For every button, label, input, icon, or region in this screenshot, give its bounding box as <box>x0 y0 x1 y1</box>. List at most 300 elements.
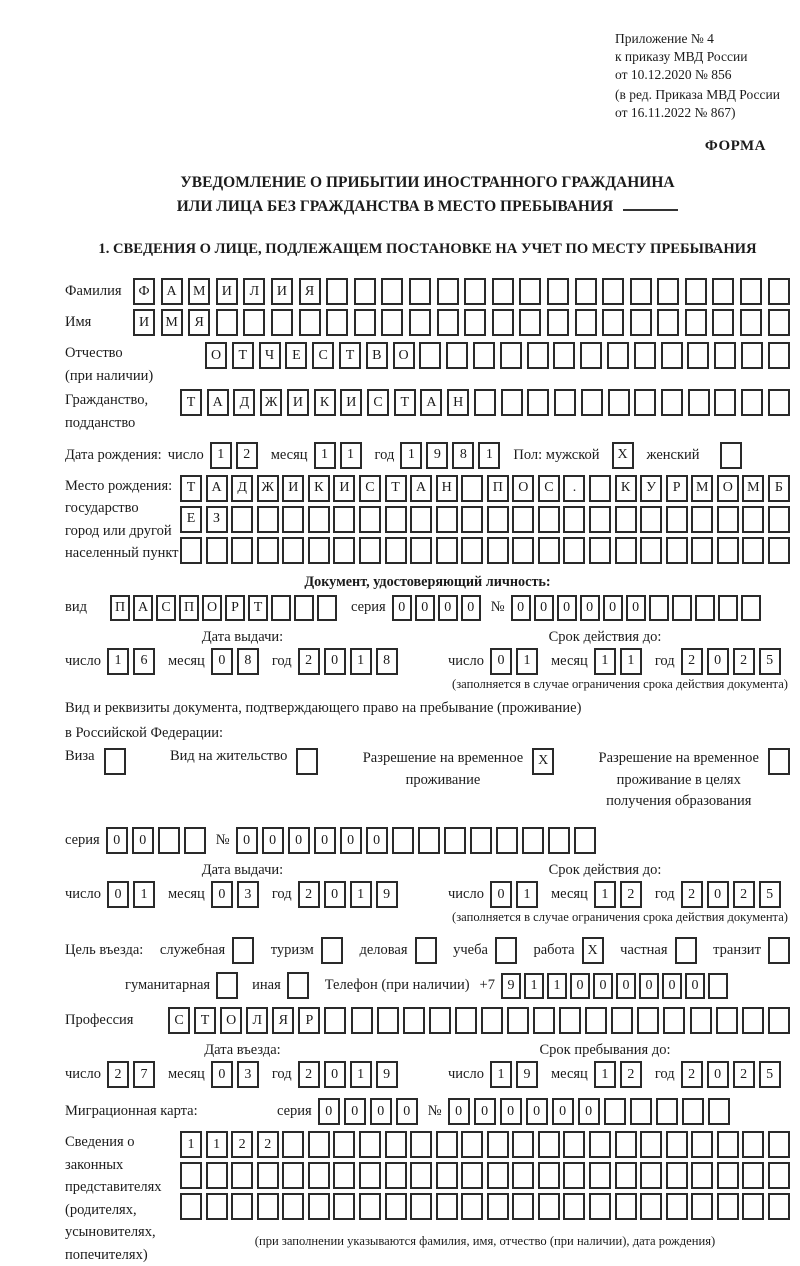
cell[interactable]: 1 <box>516 881 538 908</box>
cell[interactable] <box>381 278 403 305</box>
cell[interactable]: З <box>206 506 228 533</box>
cell[interactable] <box>271 309 293 336</box>
residence-valid-month-cells[interactable] <box>594 881 642 908</box>
cell[interactable] <box>768 1007 790 1034</box>
cell[interactable] <box>768 1131 790 1158</box>
gender-female-checkbox[interactable] <box>720 442 742 469</box>
cell[interactable] <box>385 1131 407 1158</box>
cell[interactable] <box>496 827 518 854</box>
cell[interactable] <box>657 309 679 336</box>
cell[interactable] <box>507 1007 529 1034</box>
cell[interactable]: 1 <box>350 1061 372 1088</box>
cell[interactable] <box>326 278 348 305</box>
cell[interactable] <box>333 1131 355 1158</box>
cell[interactable]: 1 <box>594 1061 616 1088</box>
cell[interactable]: О <box>512 475 534 502</box>
cell[interactable] <box>461 1162 483 1189</box>
cell[interactable] <box>385 506 407 533</box>
issue-day-cells[interactable] <box>107 648 155 675</box>
issue-year-cells[interactable] <box>298 648 398 675</box>
cell[interactable] <box>538 537 560 564</box>
cell[interactable]: 0 <box>438 595 458 621</box>
cell[interactable] <box>409 309 431 336</box>
cell[interactable]: М <box>161 309 183 336</box>
cell[interactable] <box>768 506 790 533</box>
cell[interactable] <box>695 595 715 621</box>
cell[interactable] <box>333 1162 355 1189</box>
cell[interactable] <box>282 1131 304 1158</box>
cell[interactable] <box>495 937 517 964</box>
cell[interactable]: Ф <box>133 278 155 305</box>
cell[interactable] <box>333 537 355 564</box>
cell[interactable]: И <box>133 309 155 336</box>
cell[interactable] <box>559 1007 581 1034</box>
cell[interactable] <box>768 309 790 336</box>
cell[interactable]: 0 <box>580 595 600 621</box>
cell[interactable] <box>385 537 407 564</box>
cell[interactable]: К <box>314 389 336 416</box>
cell[interactable] <box>691 1131 713 1158</box>
cell[interactable] <box>691 1162 713 1189</box>
cell[interactable] <box>403 1007 425 1034</box>
cell[interactable]: 0 <box>366 827 388 854</box>
cell[interactable]: А <box>410 475 432 502</box>
cell[interactable] <box>717 506 739 533</box>
cell[interactable]: 0 <box>593 973 613 999</box>
cell[interactable] <box>512 1162 534 1189</box>
purpose-other-checkbox[interactable] <box>287 972 309 999</box>
cell[interactable] <box>206 1162 228 1189</box>
cell[interactable] <box>640 537 662 564</box>
cell[interactable] <box>206 537 228 564</box>
cell[interactable] <box>685 309 707 336</box>
cell[interactable]: 0 <box>107 881 129 908</box>
cell[interactable] <box>768 389 790 416</box>
cell[interactable]: М <box>691 475 713 502</box>
cell[interactable]: Л <box>246 1007 268 1034</box>
cell[interactable]: И <box>271 278 293 305</box>
stay-year-cells[interactable] <box>681 1061 781 1088</box>
cell[interactable] <box>630 278 652 305</box>
cell[interactable]: 0 <box>211 881 233 908</box>
cell[interactable] <box>714 342 736 369</box>
cell[interactable]: X <box>582 937 604 964</box>
cell[interactable]: 2 <box>733 881 755 908</box>
cell[interactable] <box>602 278 624 305</box>
cell[interactable]: 0 <box>314 827 336 854</box>
cell[interactable]: С <box>168 1007 190 1034</box>
cell[interactable]: 2 <box>733 1061 755 1088</box>
cell[interactable] <box>716 1007 738 1034</box>
cell[interactable] <box>657 278 679 305</box>
cell[interactable]: 0 <box>707 881 729 908</box>
cell[interactable]: 0 <box>324 1061 346 1088</box>
cell[interactable] <box>216 309 238 336</box>
cell[interactable] <box>608 389 630 416</box>
gender-male-checkbox[interactable] <box>612 442 634 469</box>
cell[interactable]: Т <box>394 389 416 416</box>
cell[interactable]: 2 <box>681 881 703 908</box>
cell[interactable] <box>455 1007 477 1034</box>
cell[interactable] <box>547 278 569 305</box>
entry-day-cells[interactable] <box>107 1061 155 1088</box>
cell[interactable]: 8 <box>452 442 474 469</box>
cell[interactable]: И <box>216 278 238 305</box>
cell[interactable]: М <box>742 475 764 502</box>
cell[interactable]: 1 <box>180 1131 202 1158</box>
cell[interactable] <box>470 827 492 854</box>
cell[interactable] <box>708 1098 730 1125</box>
cell[interactable]: 8 <box>376 648 398 675</box>
cell[interactable] <box>351 1007 373 1034</box>
cell[interactable] <box>308 506 330 533</box>
cell[interactable] <box>666 1131 688 1158</box>
cell[interactable]: Д <box>231 475 253 502</box>
cell[interactable]: 8 <box>237 648 259 675</box>
cell[interactable]: 2 <box>107 1061 129 1088</box>
cell[interactable]: М <box>188 278 210 305</box>
cell[interactable] <box>548 827 570 854</box>
cell[interactable]: Т <box>194 1007 216 1034</box>
cell[interactable] <box>392 827 414 854</box>
cell[interactable]: С <box>367 389 389 416</box>
cell[interactable] <box>742 1131 764 1158</box>
cell[interactable] <box>688 389 710 416</box>
cell[interactable] <box>615 1162 637 1189</box>
cell[interactable] <box>481 1007 503 1034</box>
cell[interactable] <box>487 1193 509 1220</box>
cell[interactable] <box>768 278 790 305</box>
cell[interactable] <box>522 827 544 854</box>
cell[interactable] <box>712 278 734 305</box>
cell[interactable] <box>563 506 585 533</box>
cell[interactable] <box>656 1098 678 1125</box>
surname-cells[interactable] <box>133 278 790 305</box>
cell[interactable] <box>717 1162 739 1189</box>
cell[interactable]: 2 <box>298 1061 320 1088</box>
cell[interactable]: 0 <box>707 648 729 675</box>
cell[interactable]: 0 <box>685 973 705 999</box>
cell[interactable] <box>158 827 180 854</box>
cell[interactable] <box>429 1007 451 1034</box>
cell[interactable]: 0 <box>490 648 512 675</box>
cell[interactable]: 0 <box>616 973 636 999</box>
cell[interactable]: 0 <box>344 1098 366 1125</box>
cell[interactable] <box>333 1193 355 1220</box>
doc-number-cells[interactable] <box>511 595 761 621</box>
cell[interactable] <box>768 1193 790 1220</box>
cell[interactable] <box>649 595 669 621</box>
cell[interactable]: Д <box>233 389 255 416</box>
cell[interactable] <box>500 342 522 369</box>
cell[interactable]: 2 <box>620 881 642 908</box>
cell[interactable]: П <box>487 475 509 502</box>
cell[interactable] <box>464 278 486 305</box>
cell[interactable]: 9 <box>376 881 398 908</box>
cell[interactable] <box>717 1193 739 1220</box>
cell[interactable] <box>574 827 596 854</box>
cell[interactable] <box>589 1131 611 1158</box>
cell[interactable]: Н <box>436 475 458 502</box>
cell[interactable] <box>666 506 688 533</box>
cell[interactable] <box>359 506 381 533</box>
cell[interactable] <box>717 1131 739 1158</box>
cell[interactable] <box>690 1007 712 1034</box>
cell[interactable] <box>232 937 254 964</box>
cell[interactable] <box>282 1193 304 1220</box>
cell[interactable]: 0 <box>324 881 346 908</box>
cell[interactable] <box>575 309 597 336</box>
cell[interactable] <box>580 342 602 369</box>
cell[interactable]: Р <box>225 595 245 621</box>
cell[interactable] <box>640 1131 662 1158</box>
cell[interactable]: 0 <box>448 1098 470 1125</box>
cell[interactable]: 1 <box>547 973 567 999</box>
cell[interactable] <box>321 937 343 964</box>
cell[interactable]: 0 <box>415 595 435 621</box>
cell[interactable]: 9 <box>426 442 448 469</box>
cell[interactable] <box>666 1162 688 1189</box>
cell[interactable] <box>257 506 279 533</box>
cell[interactable] <box>740 309 762 336</box>
cell[interactable] <box>553 342 575 369</box>
cell[interactable] <box>243 309 265 336</box>
cell[interactable] <box>436 1162 458 1189</box>
cell[interactable] <box>589 537 611 564</box>
cell[interactable]: 1 <box>314 442 336 469</box>
cell[interactable]: 1 <box>107 648 129 675</box>
cell[interactable]: Р <box>298 1007 320 1034</box>
cell[interactable] <box>487 537 509 564</box>
cell[interactable]: Т <box>180 389 202 416</box>
cell[interactable] <box>410 1131 432 1158</box>
given-name-cells[interactable] <box>133 309 790 336</box>
cell[interactable] <box>666 1193 688 1220</box>
cell[interactable] <box>492 278 514 305</box>
cell[interactable] <box>607 342 629 369</box>
cell[interactable] <box>768 1162 790 1189</box>
cell[interactable]: 2 <box>733 648 755 675</box>
cell[interactable]: 0 <box>662 973 682 999</box>
cell[interactable]: Т <box>339 342 361 369</box>
residence-number-cells[interactable] <box>236 827 596 854</box>
cell[interactable]: X <box>612 442 634 469</box>
cell[interactable]: С <box>538 475 560 502</box>
cell[interactable] <box>720 442 742 469</box>
cell[interactable] <box>446 342 468 369</box>
cell[interactable]: 6 <box>133 648 155 675</box>
representatives-cells-1[interactable] <box>180 1131 790 1158</box>
cell[interactable] <box>527 389 549 416</box>
cell[interactable] <box>282 537 304 564</box>
cell[interactable]: И <box>287 389 309 416</box>
cell[interactable] <box>282 1162 304 1189</box>
cell[interactable] <box>308 1131 330 1158</box>
cell[interactable] <box>512 1193 534 1220</box>
cell[interactable] <box>589 506 611 533</box>
cell[interactable] <box>554 389 576 416</box>
cell[interactable]: А <box>206 475 228 502</box>
cell[interactable] <box>538 506 560 533</box>
cell[interactable]: 0 <box>288 827 310 854</box>
cell[interactable] <box>742 1162 764 1189</box>
cell[interactable]: Н <box>447 389 469 416</box>
cell[interactable] <box>308 537 330 564</box>
cell[interactable]: 2 <box>681 1061 703 1088</box>
cell[interactable] <box>410 537 432 564</box>
cell[interactable] <box>381 309 403 336</box>
cell[interactable]: Е <box>285 342 307 369</box>
cell[interactable]: 0 <box>324 648 346 675</box>
valid-year-cells[interactable] <box>681 648 781 675</box>
cell[interactable] <box>563 1131 585 1158</box>
cell[interactable] <box>308 1193 330 1220</box>
cell[interactable]: . <box>563 475 585 502</box>
cell[interactable] <box>461 1193 483 1220</box>
cell[interactable]: П <box>179 595 199 621</box>
cell[interactable] <box>538 1193 560 1220</box>
cell[interactable]: Я <box>272 1007 294 1034</box>
cell[interactable]: А <box>420 389 442 416</box>
cell[interactable] <box>410 1162 432 1189</box>
cell[interactable]: Б <box>768 475 790 502</box>
cell[interactable]: 2 <box>298 648 320 675</box>
cell[interactable] <box>661 389 683 416</box>
cell[interactable] <box>585 1007 607 1034</box>
residence-issue-month-cells[interactable] <box>211 881 259 908</box>
citizenship-cells[interactable] <box>180 389 790 416</box>
purpose-humanitarian-checkbox[interactable] <box>216 972 238 999</box>
cell[interactable]: 1 <box>524 973 544 999</box>
cell[interactable] <box>742 1193 764 1220</box>
cell[interactable]: 9 <box>516 1061 538 1088</box>
cell[interactable]: 5 <box>759 648 781 675</box>
cell[interactable] <box>231 537 253 564</box>
cell[interactable]: 0 <box>707 1061 729 1088</box>
cell[interactable] <box>436 506 458 533</box>
cell[interactable]: 1 <box>620 648 642 675</box>
cell[interactable] <box>634 389 656 416</box>
cell[interactable] <box>741 389 763 416</box>
cell[interactable] <box>691 537 713 564</box>
cell[interactable]: О <box>202 595 222 621</box>
cell[interactable] <box>231 506 253 533</box>
patronymic-cells[interactable] <box>205 342 790 369</box>
cell[interactable]: 0 <box>262 827 284 854</box>
cell[interactable]: П <box>110 595 130 621</box>
cell[interactable]: 1 <box>350 648 372 675</box>
temp-residence-education-checkbox[interactable] <box>768 748 790 775</box>
cell[interactable]: 7 <box>133 1061 155 1088</box>
cell[interactable]: Ч <box>259 342 281 369</box>
profession-cells[interactable] <box>168 1007 790 1034</box>
cell[interactable]: 2 <box>231 1131 253 1158</box>
cell[interactable] <box>589 1162 611 1189</box>
cell[interactable] <box>324 1007 346 1034</box>
purpose-tourism-checkbox[interactable] <box>321 937 343 964</box>
residence-issue-day-cells[interactable] <box>107 881 155 908</box>
cell[interactable]: 0 <box>474 1098 496 1125</box>
cell[interactable]: У <box>640 475 662 502</box>
cell[interactable]: 1 <box>210 442 232 469</box>
cell[interactable] <box>461 475 483 502</box>
cell[interactable]: С <box>156 595 176 621</box>
cell[interactable] <box>359 537 381 564</box>
cell[interactable] <box>640 1162 662 1189</box>
cell[interactable] <box>206 1193 228 1220</box>
cell[interactable]: О <box>205 342 227 369</box>
cell[interactable]: А <box>207 389 229 416</box>
cell[interactable]: 0 <box>552 1098 574 1125</box>
residence-valid-day-cells[interactable] <box>490 881 538 908</box>
cell[interactable]: Я <box>188 309 210 336</box>
cell[interactable]: 0 <box>340 827 362 854</box>
cell[interactable]: А <box>161 278 183 305</box>
cell[interactable]: С <box>312 342 334 369</box>
cell[interactable]: Т <box>385 475 407 502</box>
cell[interactable]: А <box>133 595 153 621</box>
cell[interactable] <box>415 937 437 964</box>
cell[interactable] <box>742 506 764 533</box>
cell[interactable]: 0 <box>490 881 512 908</box>
cell[interactable] <box>385 1162 407 1189</box>
doc-series-cells[interactable] <box>392 595 481 621</box>
cell[interactable] <box>581 389 603 416</box>
cell[interactable] <box>602 309 624 336</box>
cell[interactable] <box>640 506 662 533</box>
cell[interactable] <box>512 506 534 533</box>
cell[interactable] <box>512 1131 534 1158</box>
cell[interactable]: 2 <box>236 442 258 469</box>
entry-year-cells[interactable] <box>298 1061 398 1088</box>
purpose-business-checkbox[interactable] <box>232 937 254 964</box>
issue-month-cells[interactable] <box>211 648 259 675</box>
cell[interactable] <box>717 537 739 564</box>
cell[interactable] <box>512 537 534 564</box>
cell[interactable]: 0 <box>392 595 412 621</box>
cell[interactable] <box>474 389 496 416</box>
cell[interactable]: X <box>532 748 554 775</box>
cell[interactable] <box>630 309 652 336</box>
cell[interactable] <box>487 1162 509 1189</box>
cell[interactable] <box>436 1131 458 1158</box>
birth-month-cells[interactable] <box>314 442 362 469</box>
cell[interactable] <box>257 1193 279 1220</box>
doc-kind-cells[interactable] <box>110 595 337 621</box>
cell[interactable] <box>180 537 202 564</box>
visa-checkbox[interactable] <box>104 748 126 775</box>
cell[interactable] <box>180 1162 202 1189</box>
cell[interactable]: Л <box>243 278 265 305</box>
residence-permit-checkbox[interactable] <box>296 748 318 775</box>
cell[interactable] <box>487 1131 509 1158</box>
cell[interactable] <box>615 506 637 533</box>
cell[interactable]: В <box>366 342 388 369</box>
cell[interactable] <box>672 595 692 621</box>
cell[interactable] <box>437 278 459 305</box>
cell[interactable] <box>296 748 318 775</box>
cell[interactable] <box>409 278 431 305</box>
cell[interactable]: 0 <box>211 1061 233 1088</box>
cell[interactable] <box>436 1193 458 1220</box>
stay-month-cells[interactable] <box>594 1061 642 1088</box>
birth-day-cells[interactable] <box>210 442 258 469</box>
cell[interactable]: 1 <box>594 648 616 675</box>
cell[interactable]: Т <box>232 342 254 369</box>
cell[interactable] <box>257 1162 279 1189</box>
cell[interactable]: 1 <box>340 442 362 469</box>
cell[interactable] <box>359 1162 381 1189</box>
